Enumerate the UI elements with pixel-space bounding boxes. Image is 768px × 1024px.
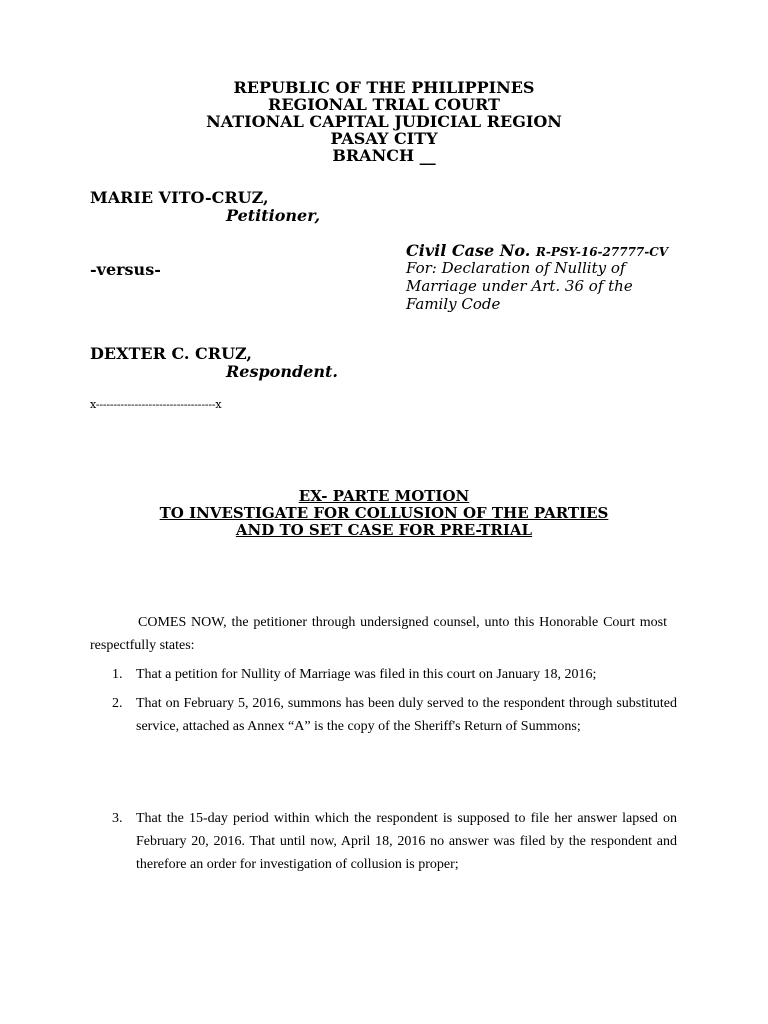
petitioner-name: MARIE VITO-CRUZ, xyxy=(90,188,269,207)
caption-separator: x----------------------------------x xyxy=(90,398,222,411)
motion-title-line1: EX- PARTE MOTION xyxy=(298,487,470,505)
intro-paragraph: COMES NOW, the petitioner through undersigned counsel, unto this Honorable Court most respectfully states: xyxy=(90,615,667,653)
petitioner-role: Petitioner, xyxy=(226,206,321,225)
respondent-name: DEXTER C. CRUZ, xyxy=(90,344,252,363)
case-number-label: Civil Case No. xyxy=(406,241,531,260)
item-text: That the 15-day period within which the respondent is supposed to file her answer lapsed on February 20, 2016. That until now, April 18, 2016 no answer was filed by the respondent and therefore an order for investigation of collusion is proper; xyxy=(136,811,677,872)
item-number: 3. xyxy=(112,811,123,826)
caption-republic: REPUBLIC OF THE PHILIPPINES xyxy=(233,78,535,97)
item-text: That on February 5, 2016, summons has been duly served to the respondent through substituted service, attached as Annex “A” is the copy of the Sheriff's Return of Summons; xyxy=(136,696,677,734)
versus-label: -versus- xyxy=(90,260,161,279)
caption-branch: BRANCH __ xyxy=(332,146,436,165)
case-for-line3: Family Code xyxy=(406,295,501,313)
caption-court: REGIONAL TRIAL COURT xyxy=(268,95,500,114)
motion-title-line2: TO INVESTIGATE FOR COLLUSION OF THE PARTIES xyxy=(159,504,609,522)
case-number-value: R-PSY-16-27777-CV xyxy=(535,245,669,259)
item-number: 1. xyxy=(112,667,123,682)
item-number: 2. xyxy=(112,696,123,711)
case-for-line2: Marriage under Art. 36 of the xyxy=(406,277,633,295)
respondent-role: Respondent. xyxy=(226,362,338,381)
caption-city: PASAY CITY xyxy=(330,129,438,148)
case-for-line1: For: Declaration of Nullity of xyxy=(406,259,626,277)
caption-region: NATIONAL CAPITAL JUDICIAL REGION xyxy=(206,112,562,131)
motion-title-line3: AND TO SET CASE FOR PRE-TRIAL xyxy=(235,521,533,539)
item-text: That a petition for Nullity of Marriage was filed in this court on January 18, 2016; xyxy=(136,667,597,682)
